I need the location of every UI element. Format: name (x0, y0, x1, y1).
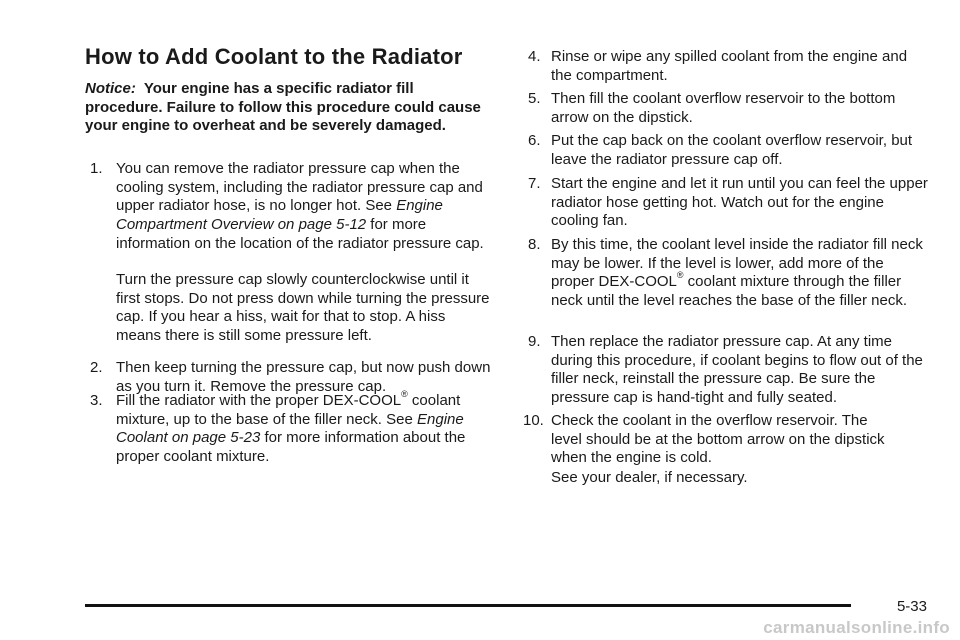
registered-mark: ® (676, 270, 684, 281)
step-number: 1. (90, 160, 103, 177)
step-text: Then fill the coolant overflow reservoir to the bottom arrow on the dipstick. (551, 90, 896, 126)
step-1-note: Turn the pressure cap slowly counterclockwise until it first stops. Do not press down while turning the pressure cap. If you hear a hiss, wait for that to stop. A hiss means there is still some pressure left. (116, 271, 490, 345)
step-text: You can remove the radiator pressure cap when the cooling system, including the radiator pressure cap and upper radiator hose, is no longer hot. See Engine Compartment Overview on page 5-12 for more information on the location of the radiator pressure cap. (116, 160, 484, 252)
page-reference-link[interactable]: Engine Compartment Overview on page 5-12 (116, 197, 443, 234)
step-text: Check the coolant in the overflow reservoir. The level should be at the bottom arrow on the dipstick when the engine is cold. (551, 412, 885, 467)
step-number: 3. (90, 392, 103, 409)
step-number: 4. (528, 48, 541, 65)
section-heading: How to Add Coolant to the Radiator (85, 44, 463, 69)
step-number: 5. (528, 90, 541, 107)
step-number: 9. (528, 333, 541, 350)
step-number: 8. (528, 236, 541, 253)
step-text: Then replace the radiator pressure cap. At any time during this procedure, if coolant begins to flow out of the filler neck, reinstall the pressure cap. Be sure the pressure cap is hand-tight and fully seated. (551, 333, 923, 407)
watermark: carmanualsonline.info (763, 618, 950, 637)
notice-label: Notice: (85, 80, 136, 97)
page-reference-link[interactable]: Engine Coolant on page 5-23 (116, 410, 464, 447)
step-text: By this time, the coolant level inside the radiator fill neck may be lower. If the level is lower, add more of the proper DEX-COOL® coolant mixture through the filler neck until the level reaches the base of the filler neck. (551, 236, 923, 310)
step-1 (90, 160, 495, 254)
step-number: 7. (528, 175, 541, 192)
step-text: Then keep turning the pressure cap, but now push down as you turn it. Remove the pressure cap. (116, 359, 491, 395)
step-9 (528, 333, 928, 408)
step-number: 6. (528, 132, 541, 149)
step-6 (528, 132, 928, 169)
step-10 (523, 412, 928, 468)
step-text: Fill the radiator with the proper DEX-COOL® coolant mixture, up to the base of the filler neck. See Engine Coolant on page 5-23 for more information about the proper coolant mixture. (116, 389, 466, 466)
step-10-note: See your dealer, if necessary. (551, 469, 748, 486)
step-8 (528, 236, 928, 311)
step-3 (90, 389, 495, 467)
step-number: 10. (523, 412, 544, 429)
step-7 (528, 175, 928, 231)
step-text: Start the engine and let it run until you can feel the upper radiator hose getting hot. Watch out for the engine cooling fan. (551, 175, 928, 230)
step-4 (528, 48, 928, 85)
step-text: Put the cap back on the coolant overflow reservoir, but leave the radiator pressure cap off. (551, 132, 913, 168)
step-5 (528, 90, 928, 127)
footer-rule (85, 604, 851, 607)
page-number: 5-33 (896, 598, 927, 615)
notice-paragraph (85, 80, 495, 136)
registered-mark: ® (401, 389, 408, 399)
step-text: Rinse or wipe any spilled coolant from the engine and the compartment. (551, 48, 908, 84)
step-number: 2. (90, 359, 103, 376)
notice-text: Your engine has a specific radiator fill procedure. Failure to follow this procedure could cause your engine to overheat and be severely damaged. (85, 80, 481, 135)
step-2 (90, 359, 495, 396)
